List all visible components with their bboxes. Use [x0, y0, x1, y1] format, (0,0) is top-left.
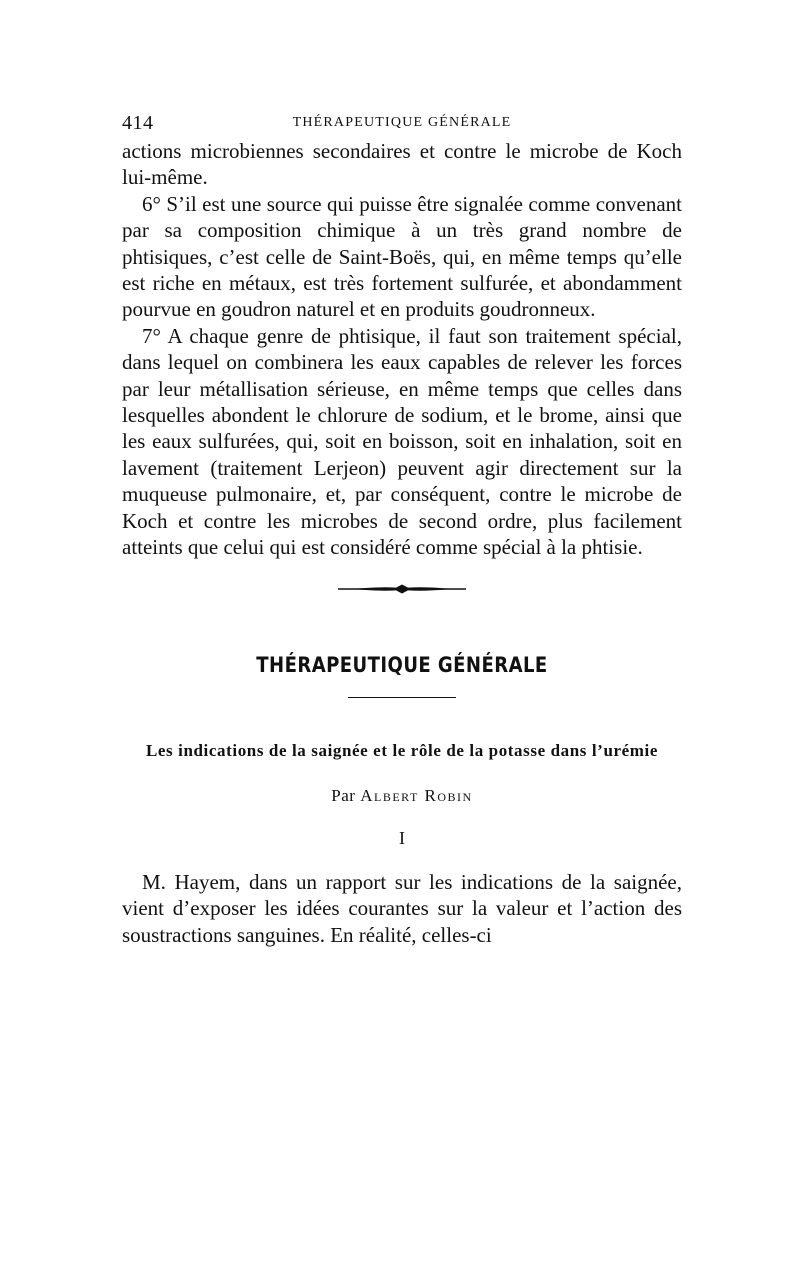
running-header	[122, 112, 682, 138]
author-name: Albert Robin	[360, 785, 473, 805]
title-rule	[348, 697, 456, 698]
book-page	[122, 112, 682, 948]
byline-prefix: Par	[331, 785, 356, 805]
article-title: Les indications de la saignée et le rôle de la potasse dans l’urémie	[145, 740, 659, 760]
paragraph: actions microbiennes secondaires et contre le microbe de Koch lui-même.	[122, 139, 682, 190]
running-title: THÉRAPEUTIQUE GÉNÉRALE	[292, 115, 512, 130]
section-title: THÉRAPEUTIQUE GÉNÉRALE	[256, 652, 548, 677]
article-body	[122, 869, 682, 949]
paragraph: M. Hayem, dans un rapport sur les indications de la saignée, vient d’exposer les idées courantes sur la valeur et l’action des soustractions sanguines. En réalité, celles-ci	[122, 869, 682, 947]
paragraph: 6° S’il est une source qui puisse être signalée comme convenant par sa composition chimique à un très grand nombre de phtisiques, c’est celle de Saint-Boës, qui, en même temps qu’elle est riche en métaux, est très fortement sulfurée, et abondamment pourvue en goudron naturel et en produits goudronneux.	[122, 191, 682, 322]
paragraph: 7° A chaque genre de phtisique, il faut son traitement spécial, dans lequel on combinera les eaux capables de relever les forces par leur métallisation sérieuse, en même temps que celles dans lesquelles abondent le chlorure de sodium, et le brome, ainsi que les eaux sulfurées, qui, soit en boisson, soit en inhalation, soit en lavement (traitement Lerjeon) peuvent agir directement sur la muqueuse pulmonaire, et, par conséquent, contre le microbe de Koch et contre les microbes de second ordre, plus facilement atteints que celui qui est considéré comme spécial à la phtisie.	[122, 323, 682, 560]
part-numeral: I	[399, 827, 405, 848]
page-number: 414	[122, 112, 154, 134]
previous-article-text	[122, 138, 682, 561]
ornament-divider	[338, 583, 466, 595]
byline	[122, 786, 682, 806]
